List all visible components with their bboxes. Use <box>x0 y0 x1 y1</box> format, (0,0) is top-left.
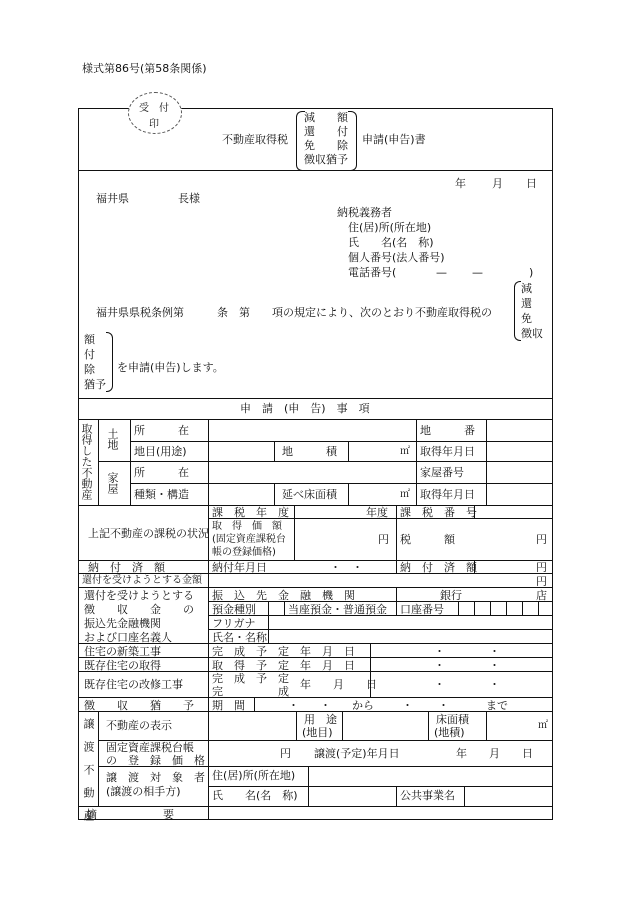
addressee-pref: 福井県 <box>96 192 129 205</box>
house-floor-label: 延べ床面積 <box>282 488 337 501</box>
paid-label: 納 付 済 額 <box>88 561 165 574</box>
phone-dash-2: — <box>472 266 483 279</box>
divider <box>254 697 255 711</box>
refund-yen: 円 <box>536 575 547 588</box>
divider <box>208 629 553 630</box>
price-yen: 円 <box>378 533 389 546</box>
title-prefix: 不動産取得税 <box>222 133 288 146</box>
grace-from: から <box>352 699 374 712</box>
divider <box>458 601 459 615</box>
transfer-date-label: 譲渡(予定)年月日 <box>314 747 400 760</box>
statement-line-2: を申請(申告)します。 <box>117 361 224 374</box>
existing-dots: ・ ・ <box>434 659 500 672</box>
statement-bracket-right <box>514 281 521 341</box>
divider <box>78 398 553 399</box>
house-kind-label: 種類・構造 <box>134 488 189 501</box>
tax-year-label: 課 税 年 度 <box>212 506 289 519</box>
land-date-label: 取得年月日 <box>420 445 475 458</box>
divider <box>342 711 343 740</box>
party-name-label: 氏 名(名 称) <box>212 789 298 802</box>
divider <box>506 601 507 615</box>
acquired-vertical-label: 取得した不動産 <box>80 423 93 500</box>
divider <box>98 711 99 806</box>
transfer-vertical-label: 譲渡不動産 <box>82 718 95 833</box>
new-build-label: 住宅の新築工事 <box>84 645 161 658</box>
renovation-ymd: 年 月 日 <box>300 678 377 691</box>
tax-number-label: 課 税 番 号 <box>400 506 477 519</box>
bank-label-line-4: および口座名義人 <box>84 631 172 644</box>
transfer-property-label: 不動産の表示 <box>106 719 172 732</box>
divider <box>486 711 487 740</box>
divider <box>98 461 553 462</box>
renovation-complete: 完 成 <box>212 685 289 698</box>
bank-unit: 銀行 <box>440 589 462 602</box>
option-exemption: 免 除 <box>304 139 348 152</box>
divider <box>78 806 553 807</box>
holder-name-label: 氏名・名称 <box>212 631 267 644</box>
furigana-label: フリガナ <box>212 617 256 630</box>
tax-status-label: 上記不動産の課税の状況 <box>88 527 209 540</box>
transfer-ymd: 年 月 日 <box>456 747 533 760</box>
value-label-1: 固定資産課税台帳 <box>106 741 194 754</box>
divider <box>208 786 553 787</box>
taxpayer-heading: 納税義務者 <box>337 206 392 219</box>
account-number-label: 口座番号 <box>400 603 444 616</box>
tax-amount-yen: 円 <box>536 533 547 546</box>
tax-year-unit: 年度 <box>366 506 388 519</box>
existing-date-label: 取 得 予 定 年 月 日 <box>212 659 355 672</box>
new-build-dots: ・ ・ <box>434 645 500 658</box>
stmt-opt-pay: 付 <box>84 348 95 361</box>
date-day: 日 <box>526 177 537 190</box>
stmt-opt-exempt: 免 <box>521 312 532 325</box>
paid-yen: 円 <box>536 561 547 574</box>
paid-date-dots: ・ ・ <box>330 561 363 574</box>
grace-dot-4: ・ <box>438 699 449 712</box>
stamp-label-bottom: 印 <box>149 119 159 130</box>
stmt-opt-removal: 除 <box>84 363 95 376</box>
use-label-2: (地目) <box>302 726 333 739</box>
divider <box>396 505 397 560</box>
divider <box>208 697 209 711</box>
divider <box>274 483 275 505</box>
taxpayer-id: 個人番号(法人番号) <box>348 251 445 264</box>
divider <box>428 711 429 740</box>
house-floor-unit: ㎡ <box>400 489 410 500</box>
divider <box>486 419 487 505</box>
phone-dash-1: — <box>436 266 447 279</box>
land-area-label: 地 積 <box>282 445 337 458</box>
statement-line-1: 福井県県税条例第 条 第 項の規定により、次のとおり不動産取得税の <box>96 306 492 319</box>
renovation-dots: ・ ・ <box>434 678 500 691</box>
price-line-3: 帳の登録価格) <box>212 547 276 558</box>
remarks-label: 摘 要 <box>86 808 174 821</box>
divider <box>208 643 209 697</box>
divider <box>78 587 553 588</box>
option-refund: 還 付 <box>304 125 348 138</box>
bank-label-line-3: 振込先金融機関 <box>84 617 161 630</box>
acquisition-price-label <box>212 520 286 559</box>
divider <box>78 697 553 698</box>
transfer-sqm: ㎡ <box>538 720 548 731</box>
divider <box>208 419 209 505</box>
land-lot-label: 地 番 <box>420 424 475 437</box>
grace-dot-3: ・ <box>402 699 413 712</box>
bank-name-label: 振 込 先 金 融 機 関 <box>212 589 355 602</box>
floor-label-2: (地積) <box>434 726 465 739</box>
date-month: 月 <box>492 177 503 190</box>
house-location-label: 所 在 <box>134 466 189 479</box>
title-options <box>304 111 348 167</box>
renovation-label: 既存住宅の改修工事 <box>84 678 183 691</box>
public-business-label: 公共事業名 <box>400 789 455 802</box>
renovation-planned: 完 成 予 定 <box>212 672 289 685</box>
stmt-opt-refund: 還 <box>521 297 532 310</box>
divider <box>416 419 417 505</box>
tax-amount-label: 税 額 <box>400 533 455 546</box>
title-suffix: 申請(申告)書 <box>362 133 426 146</box>
divider <box>538 601 539 615</box>
taxpayer-address: 住(居)所(所在地) <box>348 221 432 234</box>
divider <box>396 587 397 615</box>
divider <box>98 419 99 505</box>
value-label-2: の 登 録 価 格 <box>106 754 205 767</box>
refund-label: 還付を受けようとする金額 <box>82 575 202 586</box>
paid-amount-label: 納 付 済 額 <box>400 561 477 574</box>
taxpayer-name: 氏 名(名 称) <box>348 236 434 249</box>
divider <box>130 483 553 484</box>
divider <box>208 573 209 587</box>
divider <box>396 560 397 573</box>
party-label-2: (譲渡の相手方) <box>106 785 181 798</box>
paid-date-label: 納付年月日 <box>212 561 267 574</box>
divider <box>464 786 465 806</box>
land-location-label: 所 在 <box>134 424 189 437</box>
divider <box>208 560 209 573</box>
bank-section-label <box>84 589 194 645</box>
land-category-label: 地目(用途) <box>134 445 187 458</box>
use-label-1: 用 途 <box>304 713 337 726</box>
grace-to: まで <box>486 699 508 712</box>
form-number: 様式第86号(第58条関係) <box>82 62 207 75</box>
option-reduction: 減 額 <box>304 111 348 124</box>
grace-period-label: 期 間 <box>212 699 245 712</box>
grace-dot-2: ・ <box>320 699 331 712</box>
addressee-title: 長様 <box>178 192 200 205</box>
divider <box>348 483 349 505</box>
new-build-date-label: 完 成 予 定 年 月 日 <box>212 645 355 658</box>
divider <box>208 711 209 820</box>
grace-label: 徴 収 猶 予 <box>84 699 194 712</box>
divider <box>284 601 285 615</box>
house-number-label: 家屋番号 <box>420 466 464 479</box>
party-label-1: 譲 渡 対 象 者 <box>106 771 205 784</box>
bank-label-line-2: 徴 収 金 の <box>84 603 194 616</box>
party-address-label: 住(居)所(所在地) <box>212 769 296 782</box>
house-label: 家屋 <box>106 472 119 494</box>
divider <box>294 505 295 560</box>
divider <box>308 766 309 806</box>
stmt-opt-grace: 猶予 <box>84 378 106 391</box>
floor-label-1: 床面積 <box>436 713 469 726</box>
bank-label-line-1: 還付を受けようとする <box>84 589 194 602</box>
branch-unit: 店 <box>536 589 547 602</box>
statement-left-options <box>84 332 106 392</box>
stmt-opt-amount: 額 <box>84 333 95 346</box>
land-area-unit: ㎡ <box>400 446 410 457</box>
receipt-stamp <box>128 92 182 134</box>
divider <box>78 505 553 506</box>
divider <box>396 786 397 806</box>
land-label: 土地 <box>106 428 119 450</box>
existing-label: 既存住宅の取得 <box>84 659 161 672</box>
statement-bracket-left <box>106 332 113 392</box>
house-date-label: 取得年月日 <box>420 488 475 501</box>
statement-right-options <box>521 281 543 341</box>
option-deferral: 徴収猶予 <box>304 153 348 166</box>
divider <box>208 587 209 643</box>
taxpayer-phone: 電話番号( <box>348 266 397 279</box>
stamp-label-top: 受 付 <box>139 103 169 114</box>
divider <box>78 419 553 420</box>
divider <box>348 441 349 461</box>
phone-close: ) <box>529 266 534 279</box>
divider <box>274 441 275 461</box>
divider <box>490 601 491 615</box>
date-year: 年 <box>455 177 466 190</box>
divider <box>78 170 553 171</box>
stmt-opt-reduce: 減 <box>521 282 532 295</box>
stmt-opt-defer: 徴収 <box>521 327 543 340</box>
section-title: 申 請 (申 告) 事 項 <box>240 402 370 415</box>
deposit-kind-label: 預金種別 <box>212 603 256 616</box>
divider <box>268 601 269 643</box>
divider <box>296 711 297 740</box>
divider <box>130 419 131 505</box>
deposit-options[interactable]: 当座預金・普通預金 <box>288 603 387 616</box>
divider <box>130 441 553 442</box>
price-line-2: (固定資産課税台 <box>212 534 286 545</box>
grace-dot-1: ・ <box>288 699 299 712</box>
price-line-1: 取 得 価 額 <box>212 521 282 532</box>
right-bracket <box>348 111 357 171</box>
divider <box>522 601 523 615</box>
value-yen: 円 <box>280 747 291 760</box>
divider <box>474 601 475 615</box>
